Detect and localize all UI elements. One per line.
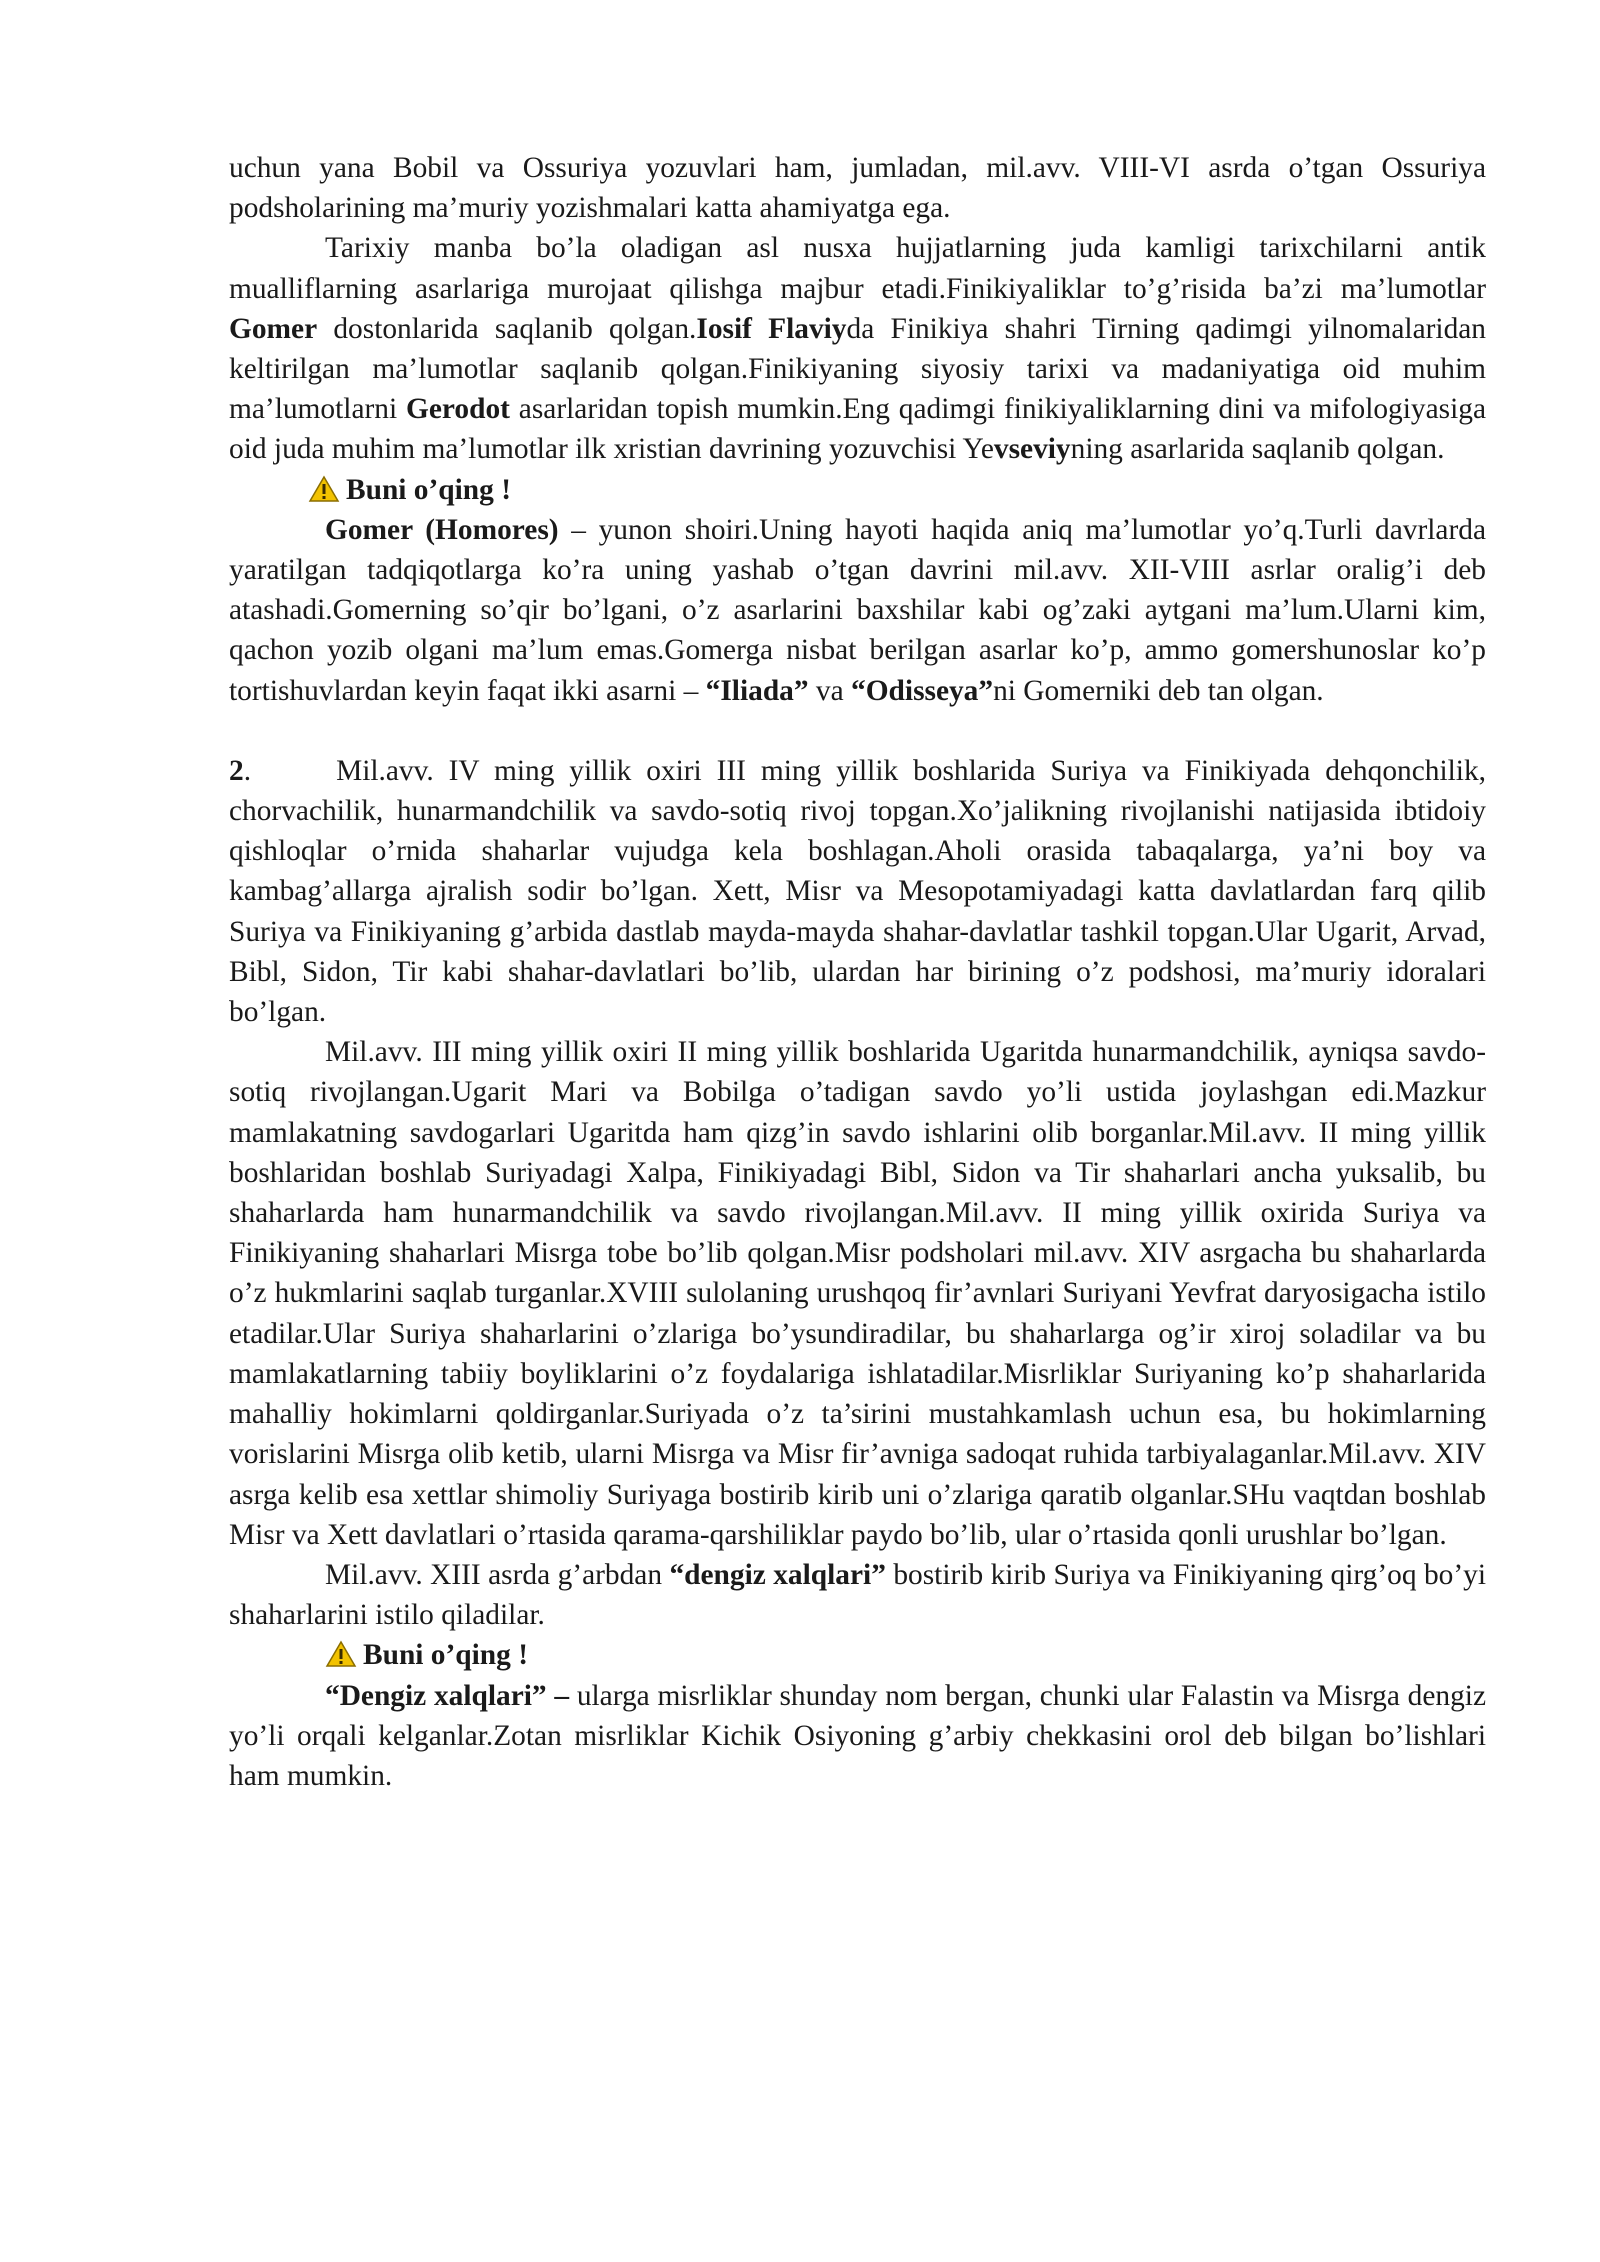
document-page [229,148,1486,1796]
paragraph-1: uchun yana Bobil va Ossuriya yozuvlari ham, jumladan, mil.avv. VIII-VI asrda o’tgan Ossuriya podsholarining ma’muriy yozishmalari katta ahamiyatga ega. [229,152,1486,225]
term-dengiz-xalqlari-def: “Dengiz xalqlari” – [325,1679,570,1712]
name-yevseviy: vseviy [993,433,1071,466]
warning-triangle-icon [308,474,340,502]
paragraph-gap [229,711,1486,751]
paragraph-6: Mil.avv. XIII asrda g’arbdan “dengiz xalqlari” bostirib kirib Suriya va Finikiyaning qirg’oq bo’yi shaharlarini istilo qiladilar. [229,1558,1487,1632]
note-heading-1: Buni o’qing ! [308,470,1486,510]
term-gomer-homores: Gomer (Homores) [325,513,559,546]
paragraph-5: Mil.avv. III ming yillik oxiri II ming yillik boshlarida Ugaritda hunarmandchilik, ayniqsa savdo-sotiq rivojlangan.Ugarit Mari va Bobilga o’tadigan savdo yo’li ustida joylashgan edi.Mazkur mamlakatning savdogarlari Ugaritda ham qizg’in savdo ishlarini olib borganlar.Mil.avv. II ming yillik boshlaridan boshlab Suriyadagi Xalpa, Finikiyadagi Bibl, Sidon va Tir shaharlari ancha yuksalib, bu shaharlarda ham hunarmandchilik va savdo rivojlangan.Mil.avv. II ming yillik oxirida Suriya va Finikiyaning shaharlari Misrga tobe bo’lib qolgan.Misr podsholari mil.avv. XIV asrgacha bu shaharlarda o’z hukmlarini saqlab turganlar.XVIII sulolaning urushqoq fir’avnlari Suriyani Yevfrat daryosigacha istilo etadilar.Ular Suriya shaharlarini o’zlariga bo’ysundiradilar, bu shaharlarga og’ir xiroj soladilar va bu mamlakatlarning tabiiy boyliklarini o’z foydalariga ishlatadilar.Misrliklar Suriyaning ko’p shaharlarida mahalliy hokimlarni qoldirganlar.Suriyada o’z ta’sirini mustahkamlash uchun esa, bu hokimlarning vorislarini Misrga olib ketib, ularni Misrga va Misr fir’avniga sadoqat ruhida tarbiyalaganlar.Mil.avv. XIV asrga kelib esa xettlar shimoliy Suriyaga bostirib kirib uni o’zlariga qaratib olganlar.SHu vaqtdan boshlab Misr va Xett davlatlari o’rtasida qarama-qarshiliklar paydo bo’lib, ular o’rtasida qonli urushlar bo’lgan. [229,1036,1486,1551]
term-dengiz-xalqlari: “dengiz xalqlari” [669,1558,886,1591]
warning-triangle-icon [325,1639,357,1667]
paragraph-7: “Dengiz xalqlari” – ularga misrliklar shunday nom bergan, chunki ular Falastin va Misrga dengiz yo’li orqali kelganlar.Zotan misrliklar Kichik Osiyoning g’arbiy chekkasini orol deb bilgan bo’lishlari ham mumkin. [229,1679,1486,1792]
name-gomer: Gomer [229,312,318,345]
section-number: 2 [229,754,244,787]
paragraph-4: 2. Mil.avv. IV ming yillik oxiri III ming yillik boshlarida Suriya va Finikiyada dehqonchilik, chorvachilik, hunarmandchilik va savdo-sotiq rivoj topgan.Xo’jalikning rivojlanishi natijasida ibtidoiy qishloqlar o’rnida shaharlar vujudga kela boshlagan.Aholi orasida tabaqalarga, ya’ni boy va kambag’allarga ajralish sodir bo’lgan. Xett, Misr va Mesopotamiyadagi katta davlatlardan farq qilib Suriya va Finikiyaning g’arbida dastlab mayda-mayda shahar-davlatlar tashkil topgan.Ular Ugarit, Arvad, Bibl, Sidon, Tir kabi shahar-davlatlari bo’lib, ulardan har birining o’z podshosi, ma’muriy idoralari bo’lgan. [229,754,1486,1029]
title-odisseya: “Odisseya” [851,674,994,707]
name-gerodot: Gerodot [406,393,510,426]
title-iliada: “Iliada” [705,674,809,707]
paragraph-3: Gomer (Homores) – yunon shoiri.Uning hayoti haqida aniq ma’lumotlar yo’q.Turli davrlarda yaratilgan tadqiqotlarga ko’ra uning yashab o’tgan davrini mil.avv. XII-VIII asrlar oralig’i deb atashadi.Gomerning so’qir bo’lgani, o’z asarlarini baxshilar kabi og’zaki aytgani ma’lum.Ularni kim, qachon yozib olgani ma’lum emas.Gomerga nisbat berilgan asarlar ko’p, ammo gomershunoslar ko’p tortishuvlardan keyin faqat ikki asarni – “Iliada” va “Odisseya”ni Gomerniki deb tan olgan. [229,513,1486,707]
note-heading-2: Buni o’qing ! [325,1635,1486,1675]
name-iosif-flaviy: Iosif Flaviy [696,312,847,345]
paragraph-2: Tarixiy manba bo’la oladigan asl nusxa hujjatlarning juda kamligi tarixchilarni antik mualliflarning asarlariga murojaat qilishga majbur etadi.Finikiyaliklar to’g’risida ba’zi ma’lumotlar Gomer dostonlarida saqlanib qolgan.Iosif Flaviyda Finikiya shahri Tirning qadimgi yilnomalaridan keltirilgan ma’lumotlar saqlanib qolgan.Finikiyaning siyosiy tarixi va madaniyatiga oid muhim ma’lumotlarni Gerodot asarlaridan topish mumkin.Eng qadimgi finikiyaliklarning dini va mifologiyasiga oid juda muhim ma’lumotlar ilk xristian davrining yozuvchisi Yevseviyning asarlarida saqlanib qolgan. [229,232,1487,466]
